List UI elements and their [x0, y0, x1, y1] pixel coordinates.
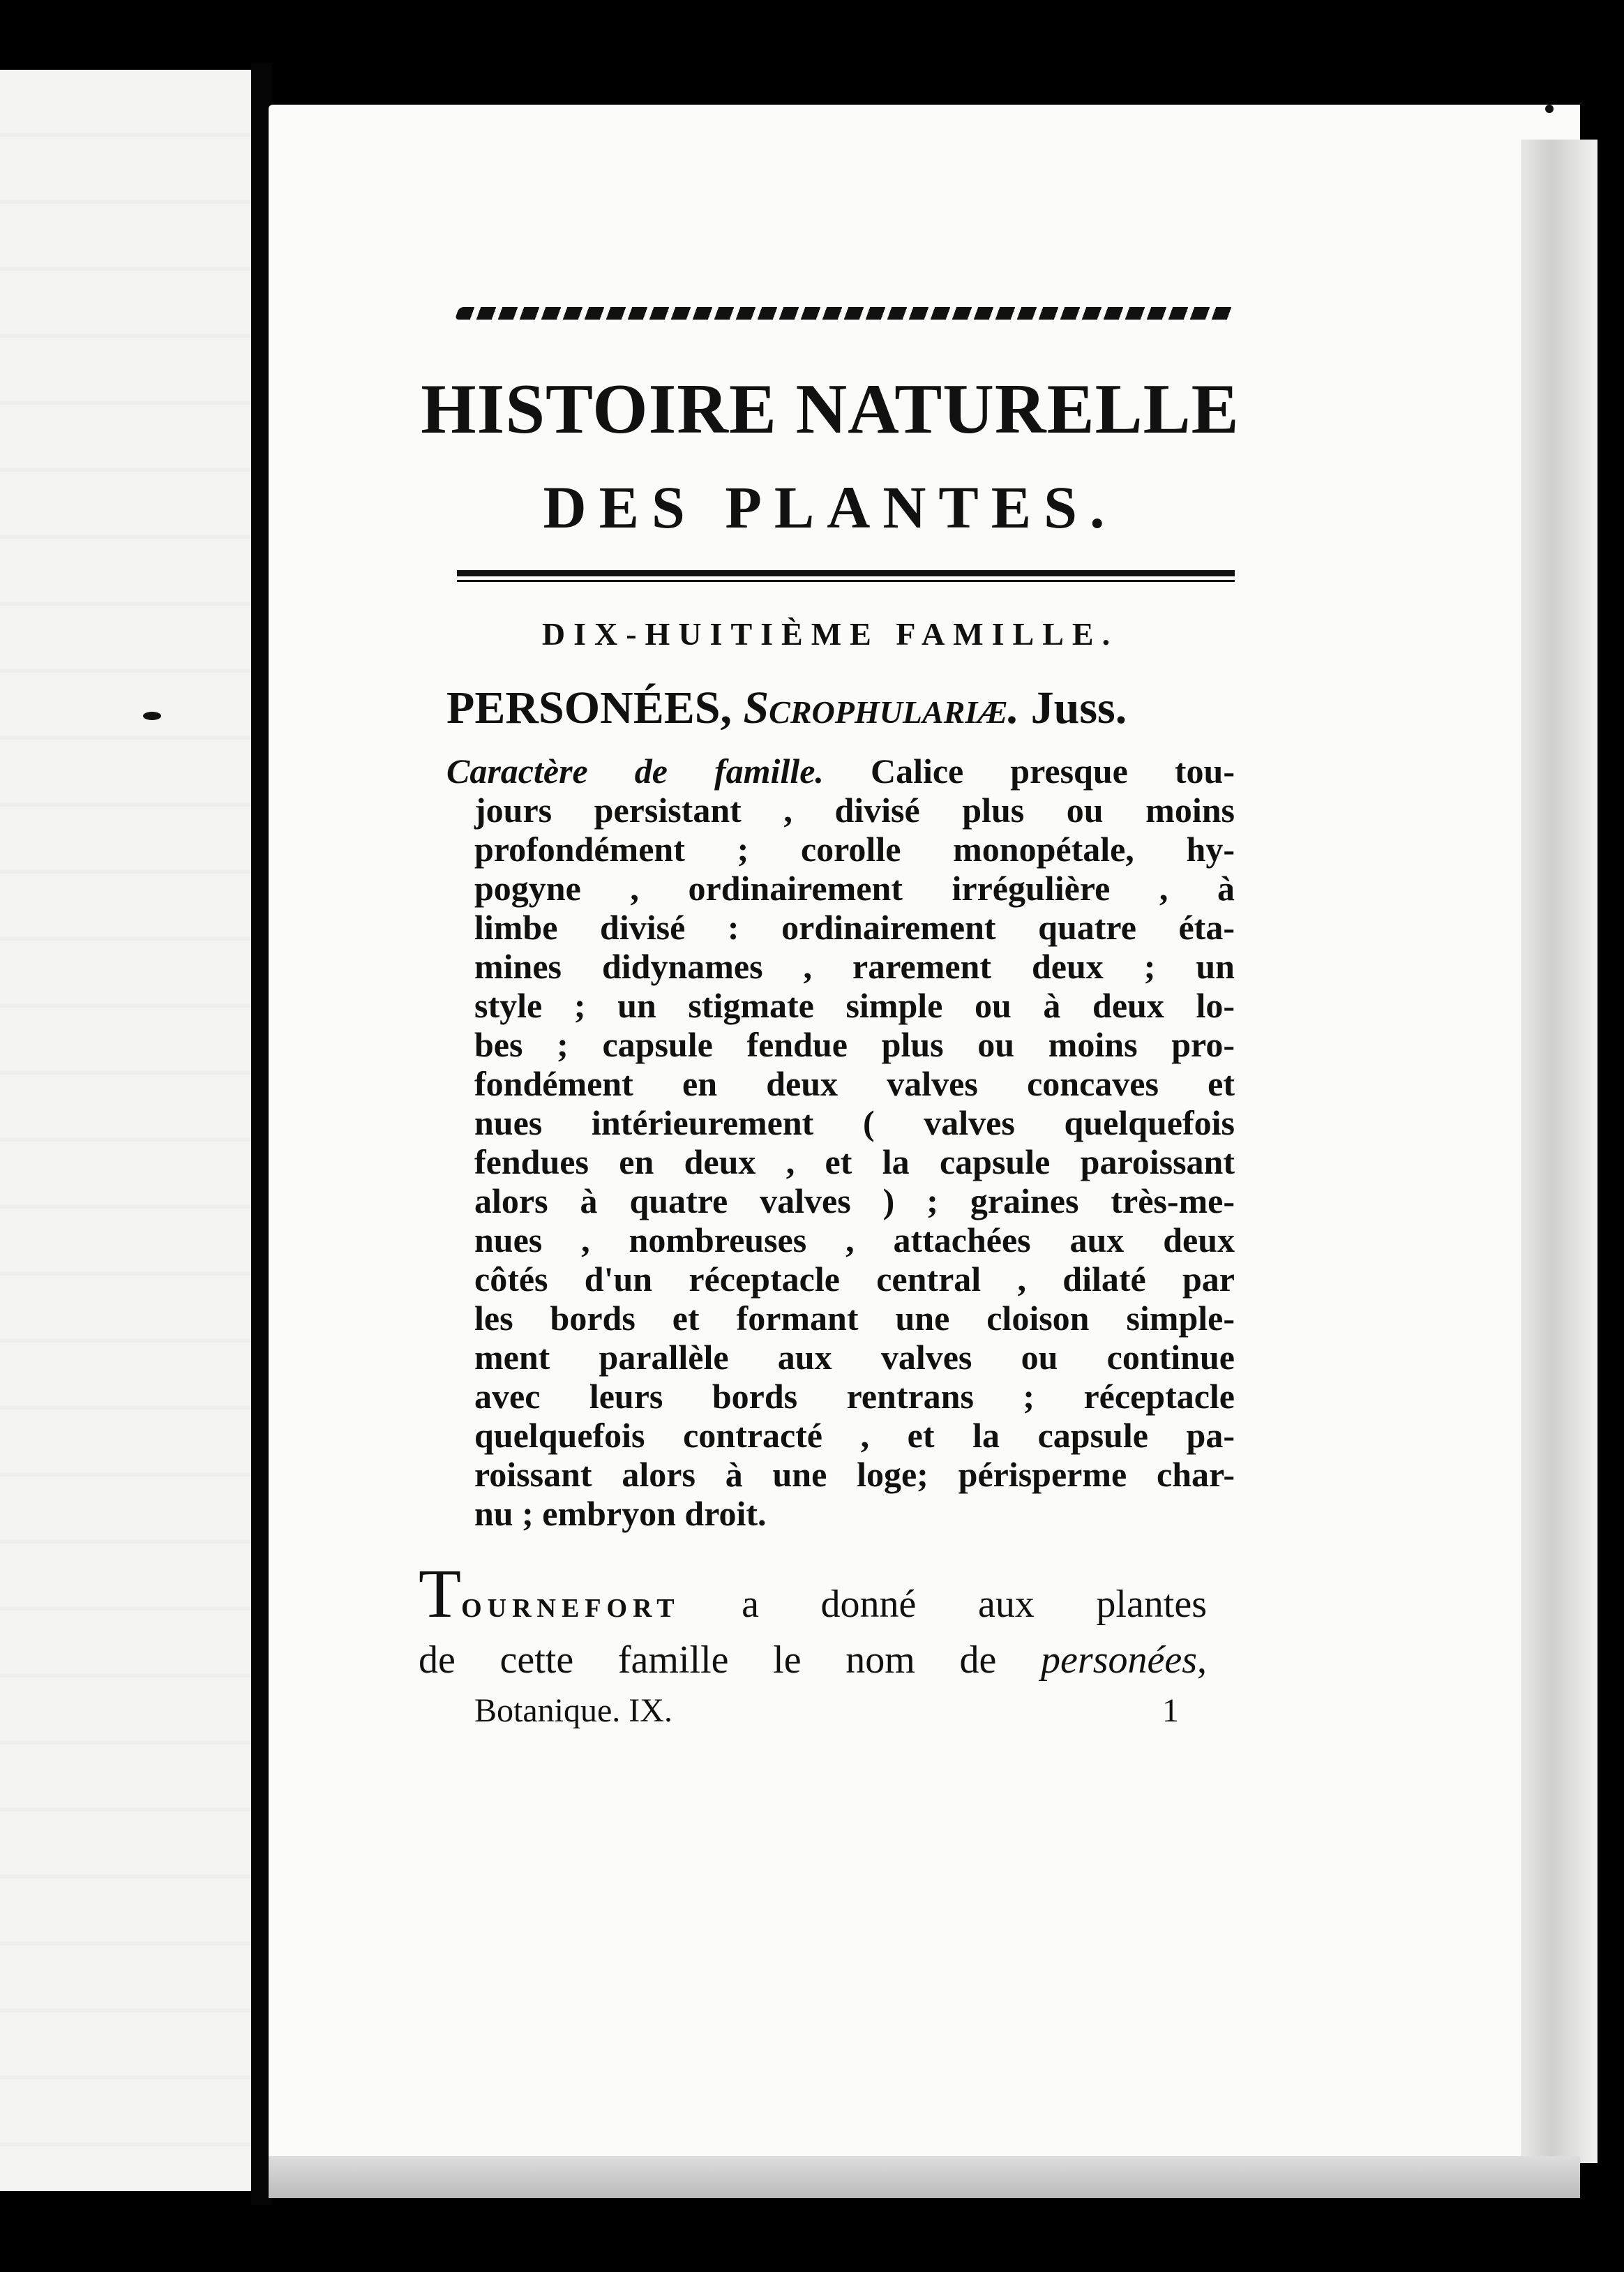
- ink-speck: [1545, 105, 1554, 113]
- character-line: fondément en deux valves concaves et: [474, 1064, 1235, 1103]
- family-latin-name: Scrophulariæ.: [743, 682, 1020, 733]
- character-line: style ; un stigmate simple ou à deux lo-: [474, 986, 1235, 1025]
- family-name: PERSONÉES,: [446, 682, 732, 733]
- character-line: pogyne , ordinairement irrégulière , à: [474, 869, 1235, 908]
- character-line: bes ; capsule fendue plus ou moins pro-: [474, 1025, 1235, 1064]
- character-line: nu ; embryon droit.: [474, 1494, 767, 1533]
- character-line: alors à quatre valves ) ; graines très-me-: [474, 1181, 1235, 1220]
- drop-cap: T: [419, 1555, 462, 1632]
- page-text: [419, 307, 1242, 1730]
- left-page: [0, 70, 258, 2191]
- character-line: avec leurs bords rentrans ; réceptacle: [474, 1377, 1235, 1416]
- gathering-number: 1: [1162, 1692, 1179, 1729]
- character-line: nues intérieurement ( valves quelquefois: [474, 1103, 1235, 1142]
- body-line: de cette famille le nom de personées,: [419, 1638, 1207, 1682]
- family-number: DIX-HUITIÈME FAMILLE.: [541, 616, 1119, 652]
- character-line: mines didynames , rarement deux ; un: [474, 947, 1235, 986]
- character-line: limbe divisé : ordinairement quatre éta-: [474, 908, 1235, 947]
- character-line: jours persistant , divisé plus ou moins: [474, 791, 1235, 830]
- page-edge: [1521, 140, 1597, 2163]
- decorative-rule: [455, 307, 1238, 320]
- book-subtitle: DES PLANTES.: [543, 474, 1118, 541]
- character-line: roissant alors à une loge; périsperme char-: [474, 1455, 1235, 1494]
- signature-mark: Botanique. IX.: [474, 1692, 672, 1729]
- left-page-bleed: [0, 70, 251, 2191]
- ink-speck: [143, 712, 161, 720]
- page-footer: [474, 1691, 1179, 1730]
- family-character: [446, 752, 1235, 1533]
- character-line: quelquefois contracté , et la capsule pa-: [474, 1416, 1235, 1455]
- family-author: Juss.: [1030, 682, 1127, 733]
- character-line: ment parallèle aux valves ou continue: [474, 1338, 1235, 1377]
- body-line: TOURNEFORT a donné aux plantes: [419, 1555, 1208, 1632]
- body-paragraph: [419, 1555, 1208, 1686]
- character-line: nues , nombreuses , attachées aux deux: [474, 1220, 1235, 1260]
- book-title: HISTOIRE NATURELLE: [421, 370, 1240, 449]
- title-rule-thin: [457, 580, 1235, 582]
- family-heading: [446, 682, 1242, 735]
- character-label: Caractère de famille.: [446, 752, 824, 791]
- title-rule: [457, 570, 1235, 576]
- character-line: fendues en deux , et la capsule paroissant: [474, 1142, 1235, 1181]
- character-line: les bords et formant une cloison simple-: [474, 1299, 1235, 1338]
- page-bottom-shadow: [269, 2156, 1580, 2198]
- author-name: OURNEFORT: [461, 1594, 680, 1623]
- character-line: côtés d'un réceptacle central , dilaté par: [474, 1260, 1235, 1299]
- character-line: Caractère de famille. Calice presque tou-: [446, 752, 1235, 791]
- character-line: profondément ; corolle monopétale, hy-: [474, 830, 1235, 869]
